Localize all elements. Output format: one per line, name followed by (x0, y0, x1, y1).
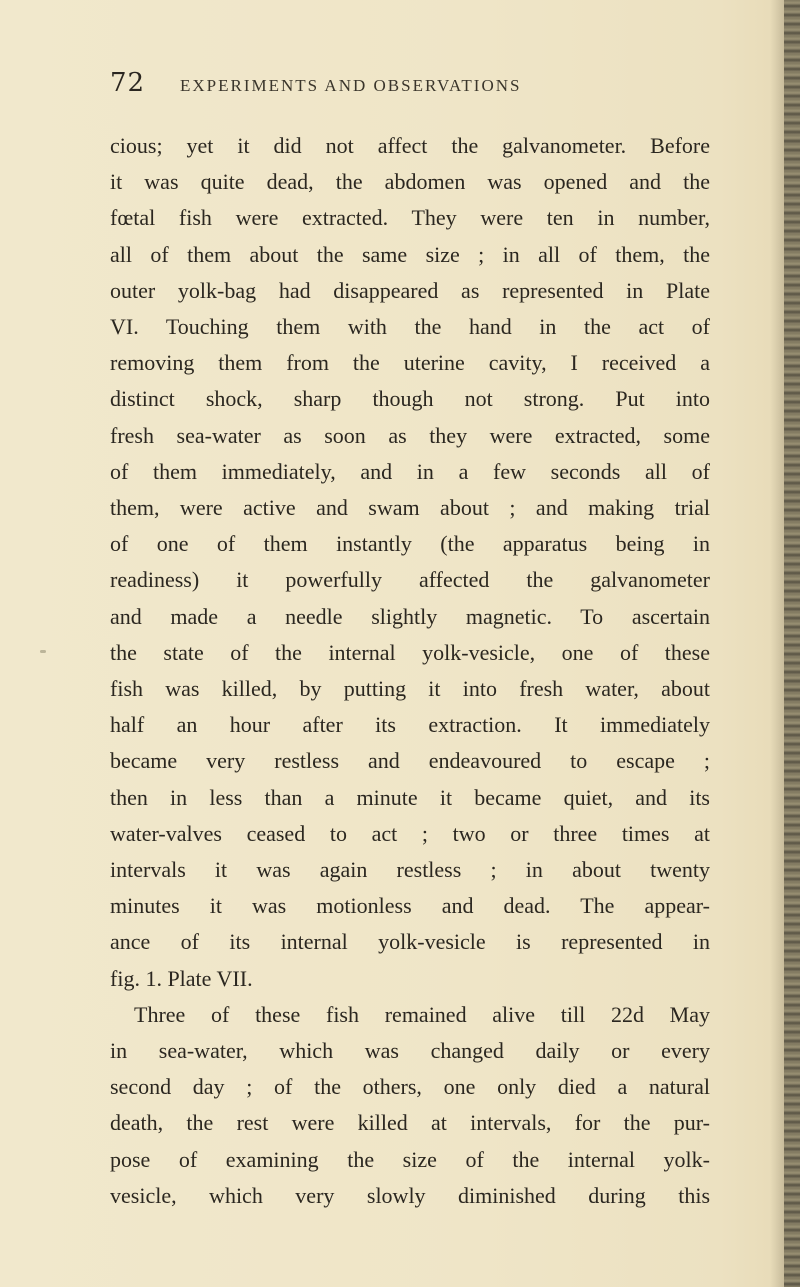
text-line: pose of examining the size of the internal yolk- (110, 1146, 710, 1172)
text-line: became very restless and endeavoured to escape ; (110, 748, 710, 774)
text-line: of them immediately, and in a few seconds all of (110, 458, 710, 484)
text-line: removing them from the uterine cavity, I received a (110, 350, 710, 376)
page-number: 72 (110, 68, 146, 98)
text-line: distinct shock, sharp though not strong. Put into (110, 386, 710, 412)
text-line: VI. Touching them with the hand in the act of (110, 314, 710, 340)
paper-speck (40, 650, 46, 653)
text-line: them, were active and swam about ; and making trial (110, 495, 710, 521)
running-head: EXPERIMENTS AND OBSERVATIONS (180, 76, 522, 95)
text-line: then in less than a minute it became quiet, and its (110, 784, 710, 810)
page-edge-shadow (770, 0, 784, 1287)
text-line: minutes it was motionless and dead. The appear- (110, 893, 710, 919)
text-line: intervals it was again restless ; in about twenty (110, 857, 710, 883)
text-line: fresh sea-water as soon as they were extracted, some (110, 422, 710, 448)
text-line: water-valves ceased to act ; two or three times at (110, 820, 710, 846)
text-line: in sea-water, which was changed daily or every (110, 1038, 710, 1064)
text-line: readiness) it powerfully affected the galvanometer (110, 567, 710, 593)
page-header (110, 68, 710, 108)
paragraph-start-line: Three of these fish remained alive till 22d May (134, 1001, 710, 1027)
text-line: of one of them instantly (the apparatus being in (110, 531, 710, 557)
text-line: vesicle, which very slowly diminished during this (110, 1182, 710, 1208)
text-line: ance of its internal yolk-vesicle is represented in (110, 929, 710, 955)
text-line: fœtal fish were extracted. They were ten in number, (110, 205, 710, 231)
text-line: and made a needle slightly magnetic. To ascertain (110, 603, 710, 629)
text-line: all of them about the same size ; in all of them, the (110, 241, 710, 267)
text-line: death, the rest were killed at intervals, for the pur- (110, 1110, 710, 1136)
paragraph-end-line: fig. 1. Plate VII. (110, 965, 253, 991)
text-line: fish was killed, by putting it into fresh water, about (110, 676, 710, 702)
text-line: half an hour after its extraction. It immediately (110, 712, 710, 738)
stacked-page-edges (784, 0, 800, 1287)
text-line: the state of the internal yolk-vesicle, one of these (110, 639, 710, 665)
text-line: outer yolk-bag had disappeared as represented in Plate (110, 277, 710, 303)
body-text (110, 128, 710, 1214)
text-line: cious; yet it did not affect the galvanometer. Before (110, 133, 710, 158)
text-line: second day ; of the others, one only died a natural (110, 1074, 710, 1100)
text-line: it was quite dead, the abdomen was opened and the (110, 169, 710, 195)
